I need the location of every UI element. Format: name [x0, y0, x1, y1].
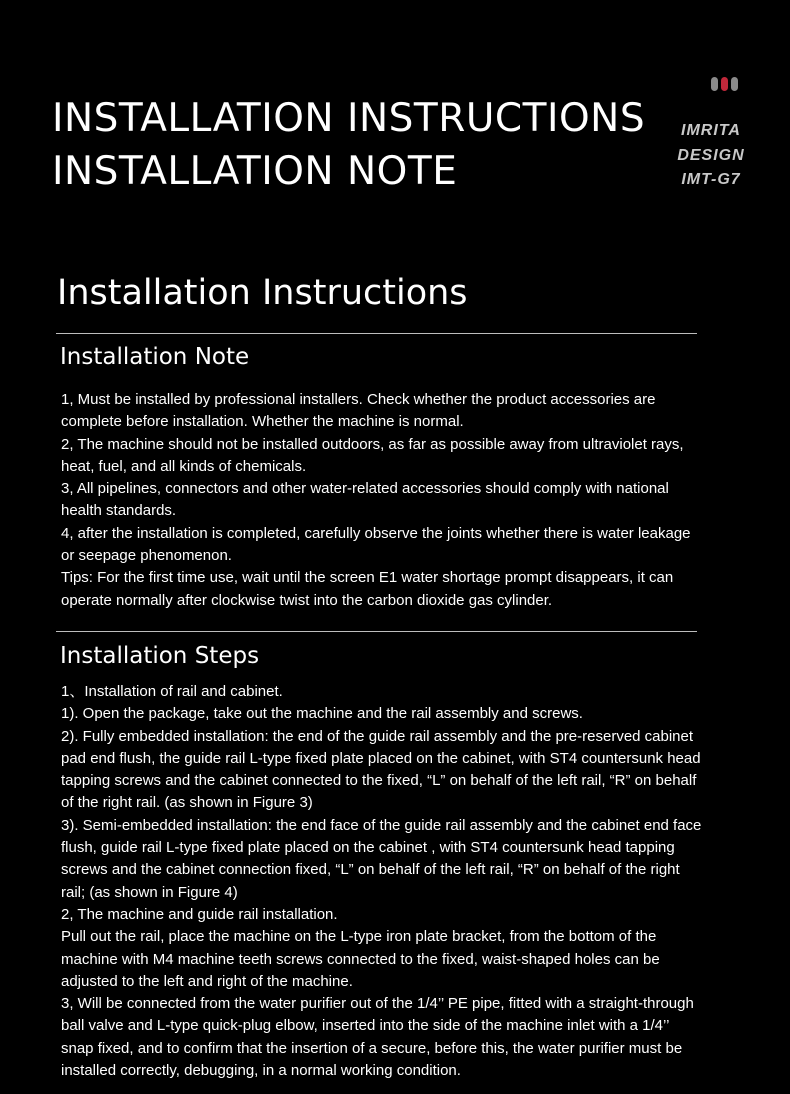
step-paragraph: Pull out the rail, place the machine on the L-type iron plate bracket, from the bottom of the machine with M4 machine teeth screws connected to the fixed, waist-shaped holes can be adjusted to the left and right of the machine. [61, 928, 660, 990]
step-paragraph: 2, The machine and guide rail installation. [61, 905, 338, 923]
note-tips: Tips: For the first time use, wait until the screen E1 water shortage prompt disappears, it can operate normally after clockwise twist into the carbon dioxide gas cylinder. [61, 569, 674, 609]
grey-dot-icon [731, 77, 738, 91]
note-title: Installation Note [60, 344, 250, 370]
note-paragraph: 3, All pipelines, connectors and other water-related accessories should comply with national health standards. [61, 480, 669, 520]
step-paragraph: 2). Fully embedded installation: the end of the guide rail assembly and the pre-reserved cabinet pad end flush, the guide rail L-type fixed plate placed on the cabinet, with ST4 countersunk head tapping screws and the cabinet connected to the fixed, “L” on behalf of the left rail, “R” on behalf of the right rail. (as shown in Figure 3) [61, 727, 701, 812]
note-body [61, 389, 703, 612]
page-header-title [52, 92, 672, 198]
header-title-line-1: INSTALLATION INSTRUCTIONS [52, 96, 646, 141]
step-paragraph: 3). Semi-embedded installation: the end face of the guide rail assembly and the cabinet end face flush, guide rail L-type fixed plate placed on the cabinet , with ST4 countersunk head tapping screws and the cabinet connection fixed, “L” on behalf of the left rail, “R” on behalf of the right rail; (as shown in Figure 4) [61, 816, 702, 901]
note-paragraph: 4, after the installation is completed, carefully observe the joints whether there is water leakage or seepage phenomenon. [61, 524, 691, 565]
step-paragraph: 1、Installation of rail and cabinet. [61, 683, 283, 700]
step-paragraph: 3, Will be connected from the water purifier out of the 1/4’’ PE pipe, fitted with a straight-through ball valve and L-type quick-plug elbow, inserted into the side of the machine inlet with a 1/4’’ snap fixed, and to confirm that the insertion of a secure, before this, the water purifier must be installed correctly, debugging, in a normal working condition. [61, 995, 694, 1080]
red-dot-icon [721, 77, 728, 91]
brand-model: IMT-G7 [681, 171, 741, 188]
section-title: Installation Instructions [57, 273, 468, 313]
step-paragraph: 1). Open the package, take out the machine and the rail assembly and screws. [61, 705, 583, 723]
brand-name: IMRITA [681, 122, 741, 139]
steps-body [61, 681, 703, 1082]
brand-dots-icon [711, 77, 738, 91]
brand-block [668, 119, 754, 193]
grey-dot-icon [711, 77, 718, 91]
header-title-line-2: INSTALLATION NOTE [52, 149, 458, 194]
note-paragraph: 2, The machine should not be installed outdoors, as far as possible away from ultraviolet rays, heat, fuel, and all kinds of chemicals. [61, 435, 684, 475]
brand-design: DESIGN [677, 146, 745, 164]
divider-middle [56, 631, 697, 632]
divider-top [56, 333, 697, 334]
steps-title: Installation Steps [60, 643, 260, 669]
note-paragraph: 1, Must be installed by professional installers. Check whether the product accessories are complete before installation. Whether the machine is normal. [61, 391, 656, 431]
